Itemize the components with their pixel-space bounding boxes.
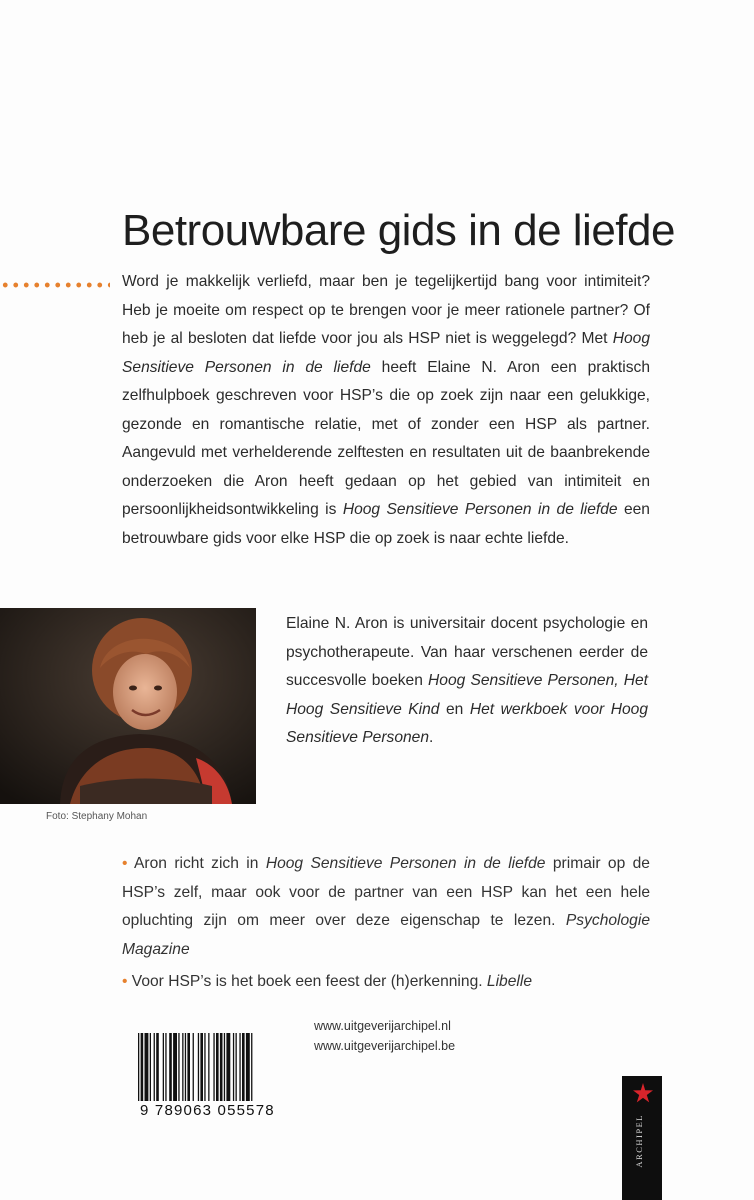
author-bio: [286, 610, 648, 753]
barcode-bar: [173, 1033, 177, 1101]
barcode-bar: [198, 1033, 199, 1101]
barcode-bar: [145, 1033, 149, 1101]
bio-text-2: en: [439, 700, 470, 718]
barcode-bar: [200, 1033, 203, 1101]
book-title-italic-2: Hoog Sensitieve Personen in de liefde: [342, 501, 618, 518]
bullet-icon: •: [122, 973, 128, 990]
star-icon: [632, 1082, 654, 1104]
barcode-bar: [165, 1033, 166, 1101]
blurb-text-2: heeft Elaine N. Aron een praktisch zelfhulpboek geschreven voor HSP’s die op zoek zijn naar een gelukkige, gezonde en romantische relatie, met of zonder een HSP als partner. Aangevuld met verhelderende zelftesten en resultaten uit de baanbrekende onderzoeken die Aron heeft gedaan op het gebied van intimiteit en persoonlijkheidsontwikkeling is: [122, 358, 650, 518]
barcode-bar: [141, 1033, 144, 1101]
review-quote: [122, 968, 650, 997]
barcode-bar: [213, 1033, 214, 1101]
barcode-bar: [236, 1033, 237, 1101]
publisher-name: ARCHIPEL: [634, 1114, 644, 1168]
barcode-bar: [150, 1033, 151, 1101]
barcode-bar: [182, 1033, 183, 1101]
barcode-bar: [224, 1033, 225, 1101]
bio-books-italic-2: Het werkboek voor Hoog Sensitieve Personen: [286, 700, 648, 746]
barcode-bar: [154, 1033, 155, 1101]
publisher-websites: [314, 1016, 455, 1056]
back-cover-title: Betrouwbare gids in de liefde: [122, 206, 675, 255]
blurb-text-1: Word je makkelijk verliefd, maar ben je tegelijkertijd bang voor intimiteit? Heb je moeite om respect op te brengen voor je meer rationele partner? Of heb je al besloten dat liefde voor jou als HSP niet is weggelegd? Met: [122, 273, 650, 347]
website-link[interactable]: www.uitgeverijarchipel.be: [314, 1039, 456, 1053]
barcode-bar: [204, 1033, 205, 1101]
bio-books-italic-1: Hoog Sensitieve Personen, Het Hoog Sensitieve Kind: [286, 672, 648, 718]
blurb-text-3: een betrouwbare gids voor elke HSP die op zoek is naar echte liefde.: [122, 501, 650, 547]
author-portrait-illustration: [0, 608, 256, 804]
bio-text-3: .: [429, 729, 434, 746]
barcode-bar: [178, 1033, 179, 1101]
barcode-bar: [220, 1033, 223, 1101]
publisher-logo: [622, 1076, 662, 1200]
quote-source: Libelle: [486, 973, 533, 990]
review-quotes: [122, 850, 650, 1001]
blurb-text: [122, 268, 650, 553]
barcode-bar: [138, 1033, 139, 1101]
barcode-bar: [169, 1033, 172, 1101]
barcode-bar: [246, 1033, 250, 1101]
quote-text: Voor HSP’s is het boek een feest der (h)erkenning.: [127, 973, 487, 990]
barcode-bar: [226, 1033, 230, 1101]
isbn-number: 9 789063 055578: [140, 1102, 275, 1119]
decorative-dotted-line: [0, 282, 110, 288]
bio-text-1: Elaine N. Aron is universitair docent psychologie en psychotherapeute. Van haar verschenen eerder de succesvolle boeken: [286, 615, 648, 689]
quote-text: Aron richt zich in: [127, 855, 266, 872]
quote-book-title: Hoog Sensitieve Personen in de liefde: [265, 855, 546, 872]
quote-source: Psychologie Magazine: [122, 912, 650, 958]
barcode-bar: [242, 1033, 245, 1101]
quote-text: primair op de HSP’s zelf, maar ook voor de partner van een HSP kan het een hele opluchting zijn om meer over deze eigenschap te lezen.: [122, 855, 650, 929]
barcode-bar: [251, 1033, 252, 1101]
barcode: [138, 1033, 302, 1101]
book-title-italic-1: Hoog Sensitieve Personen in de liefde: [122, 330, 650, 376]
photo-caption: Foto: Stephany Mohan: [46, 811, 148, 822]
barcode-bar: [185, 1033, 186, 1101]
barcode-bar: [208, 1033, 209, 1101]
barcode-bar: [163, 1033, 164, 1101]
bullet-icon: •: [122, 855, 128, 872]
barcode-bar: [193, 1033, 194, 1101]
author-photo: [0, 608, 256, 804]
barcode-bar: [156, 1033, 159, 1101]
review-quote: [122, 850, 650, 964]
barcode-bar: [233, 1033, 234, 1101]
barcode-bar: [216, 1033, 219, 1101]
barcode-bar: [239, 1033, 240, 1101]
website-link[interactable]: www.uitgeverijarchipel.nl: [314, 1019, 451, 1033]
barcode-bar: [187, 1033, 190, 1101]
